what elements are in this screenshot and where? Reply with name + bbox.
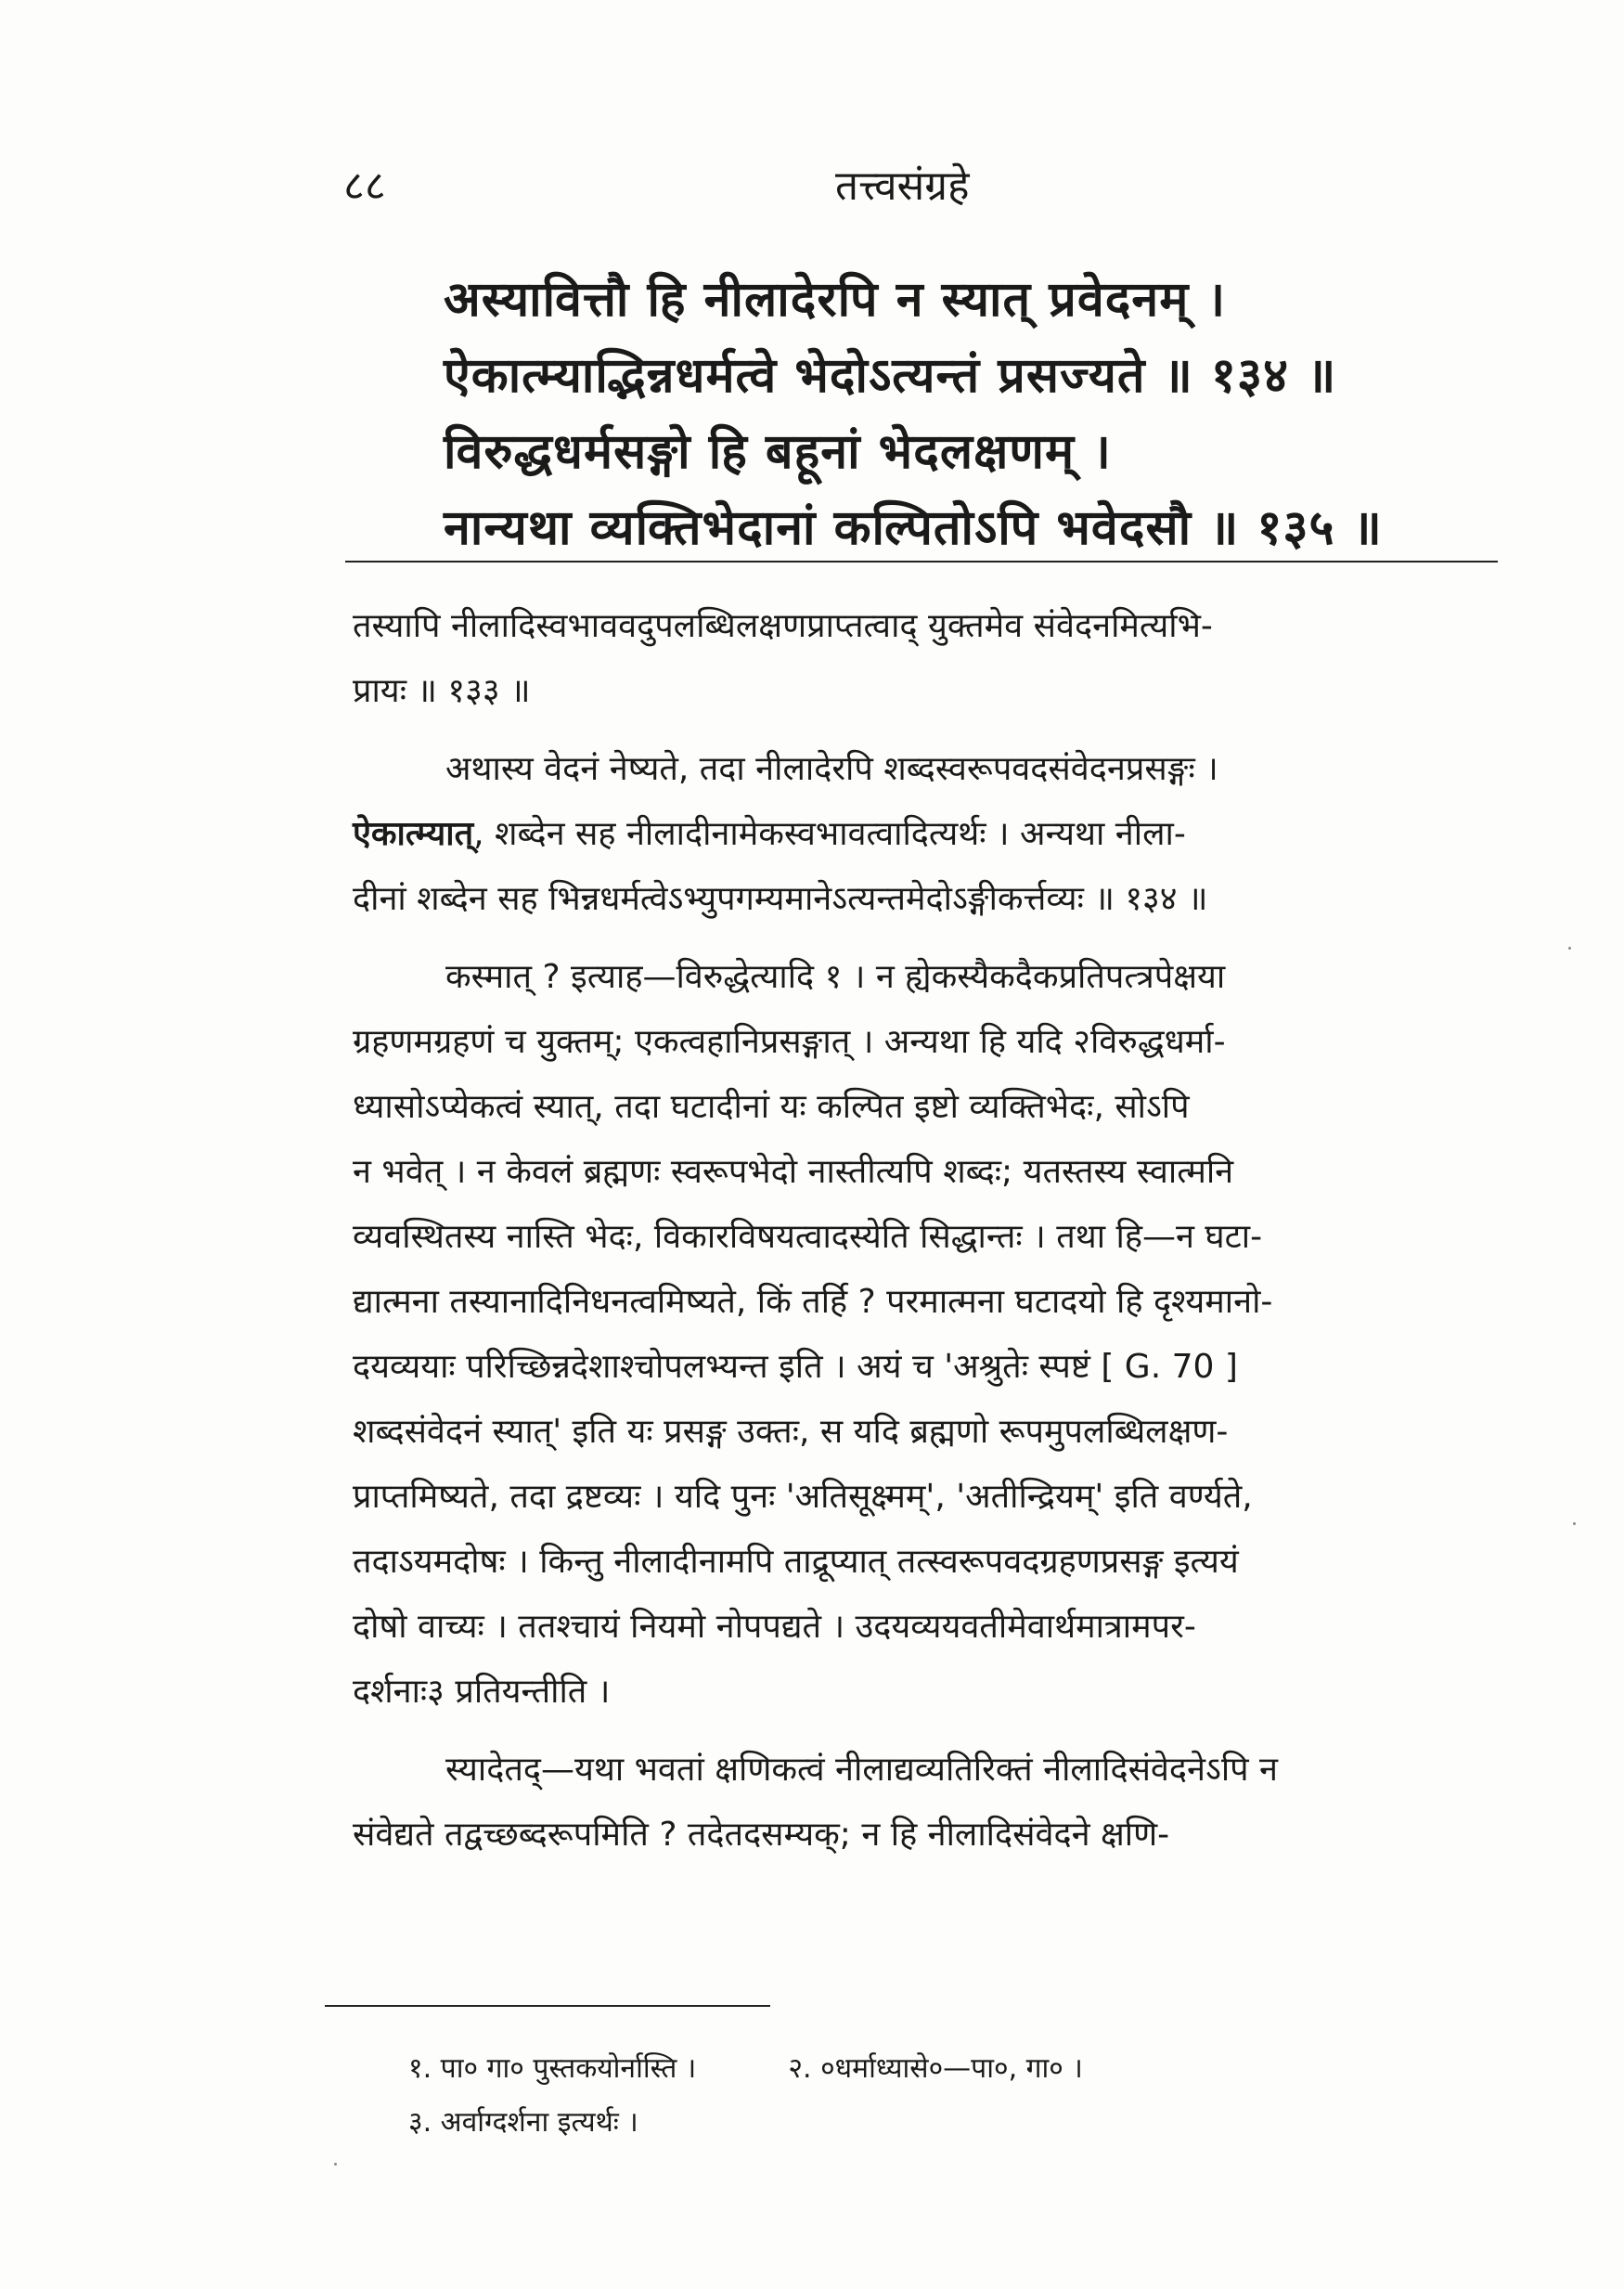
commentary-block: [353, 594, 1494, 1881]
verse-line: ऐकात्म्याद्भिन्नधर्मत्वे भेदोऽत्यन्तं प्रसज्यते ॥ १३४ ॥: [444, 348, 1337, 404]
verse-divider: [345, 561, 1498, 563]
verse-line: नान्यथा व्यक्तिभेदानां कल्पितोऽपि भवेदसौ ॥ १३५ ॥: [444, 500, 1383, 556]
commentary-line: स्यादेतद्—यथा भवतां क्षणिकत्वं नीलाद्यव्यतिरिक्तं नीलादिसंवेदनेऽपि न: [445, 1751, 1279, 1789]
verse-keyword: ऐकात्म्यात्: [353, 815, 474, 853]
commentary-line: न भवेत् । न केवलं ब्रह्मणः स्वरूपभेदो नास्तीत्यपि शब्दः; यतस्तस्य स्वात्मनि: [353, 1153, 1234, 1191]
commentary-line: प्रायः ॥ १३३ ॥: [353, 672, 531, 710]
commentary-line: तदाऽयमदोषः । किन्तु नीलादीनामपि ताद्रूप्यात् तत्स्वरूपवदग्रहणप्रसङ्ग इत्ययं: [353, 1543, 1239, 1581]
commentary-line: प्राप्तमिष्यते, तदा द्रष्टव्यः । यदि पुनः 'अतिसूक्ष्मम्', 'अतीन्द्रियम्' इति वर्ण्यते,: [353, 1478, 1253, 1516]
commentary-line: शब्दसंवेदनं स्यात्' इति यः प्रसङ्ग उक्तः, स यदि ब्रह्मणो रूपमुपलब्धिलक्षण-: [353, 1413, 1229, 1451]
page-header: [343, 156, 1438, 212]
commentary-line: ध्यासोऽप्येकत्वं स्यात्, तदा घटादीनां यः कल्पित इष्टो व्यक्तिभेदः, सोऽपि: [353, 1088, 1190, 1126]
commentary-line: दर्शनाः३ प्रतियन्तीति ।: [353, 1673, 611, 1711]
commentary-line: अथास्य वेदनं नेष्यते, तदा नीलादेरपि शब्दस्वरूपवदसंवेदनप्रसङ्गः ।: [445, 750, 1218, 788]
commentary-line: दयव्ययाः परिच्छिन्नदेशाश्चोपलभ्यन्त इति । अयं च 'अश्रुतेः स्पष्टं [ G. 70 ]: [353, 1348, 1238, 1386]
footnote: १. पा० गा० पुस्तकयोर्नास्ति ।: [408, 2052, 697, 2085]
commentary-text: नीलादीनामेकस्वभावत्वादित्यर्थः । अन्यथा नीला-: [625, 815, 1186, 853]
verse-line: अस्यावित्तौ हि नीलादेरपि न स्यात् प्रवेदनम् ।: [444, 272, 1227, 328]
commentary-text: , शब्देन सह: [473, 815, 626, 853]
commentary-line: द्यात्मना तस्यानादिनिधनत्वमिष्यते, किं तर्हि ? परमात्मना घटादयो हि दृश्यमानो-: [353, 1283, 1273, 1321]
commentary-paragraph: [353, 737, 1494, 932]
commentary-line: कस्मात् ? इत्याह—विरुद्धेत्यादि १ । न ह्येकस्यैकदैकप्रतिपत्त्रपेक्षया: [445, 958, 1226, 996]
footnote-row: [408, 2042, 1429, 2096]
commentary-line: तस्यापि नीलादिस्वभाववदुपलब्धिलक्षणप्राप्तत्वाद् युक्तमेव संवेदनमित्यभि-: [353, 607, 1213, 645]
footnote-divider: [325, 2005, 770, 2007]
commentary-paragraph: [353, 1738, 1494, 1868]
commentary-line: ग्रहणमग्रहणं च युक्तम्; एकत्वहानिप्रसङ्गात् । अन्यथा हि यदि २विरुद्धधर्मा-: [353, 1023, 1226, 1061]
commentary-line: दोषो वाच्यः । ततश्चायं नियमो नोपपद्यते । उदयव्ययवतीमेवार्थमात्रामपर-: [353, 1608, 1196, 1646]
commentary-line: व्यवस्थितस्य नास्ति भेदः, विकारविषयत्वादस्येति सिद्धान्तः । तथा हि—न घटा-: [353, 1218, 1263, 1256]
commentary-paragraph: [353, 594, 1494, 724]
commentary-line: दीनां शब्देन सह भिन्नधर्मत्वेऽभ्युपगम्यमानेऽत्यन्तमेदोऽङ्गीकर्त्तव्यः ॥ १३४ ॥: [353, 880, 1208, 918]
footnotes: [408, 2042, 1429, 2150]
footnote: ३. अर्वाग्दर्शना इत्यर्थः ।: [408, 2106, 638, 2139]
commentary-paragraph: [353, 945, 1494, 1725]
footnote: २. ०धर्माध्यासे०—पा०, गा० ।: [788, 2052, 1083, 2085]
verse-block: [444, 262, 1455, 566]
running-title: तत्त्वसंग्रहे: [835, 162, 970, 210]
page-number: ८८: [343, 162, 386, 210]
footnote-row: [408, 2096, 1429, 2150]
print-speck: [334, 2163, 337, 2166]
print-speck: [1568, 947, 1571, 950]
verse-line: विरुद्धधर्मसङ्गो हि बहूनां भेदलक्षणम् ।: [444, 424, 1112, 480]
commentary-line: संवेद्यते तद्वच्छब्दरूपमिति ? तदेतदसम्यक्; न हि नीलादिसंवेदने क्षणि-: [353, 1816, 1170, 1854]
commentary-line: [353, 802, 1494, 867]
print-speck: [1573, 1522, 1576, 1525]
